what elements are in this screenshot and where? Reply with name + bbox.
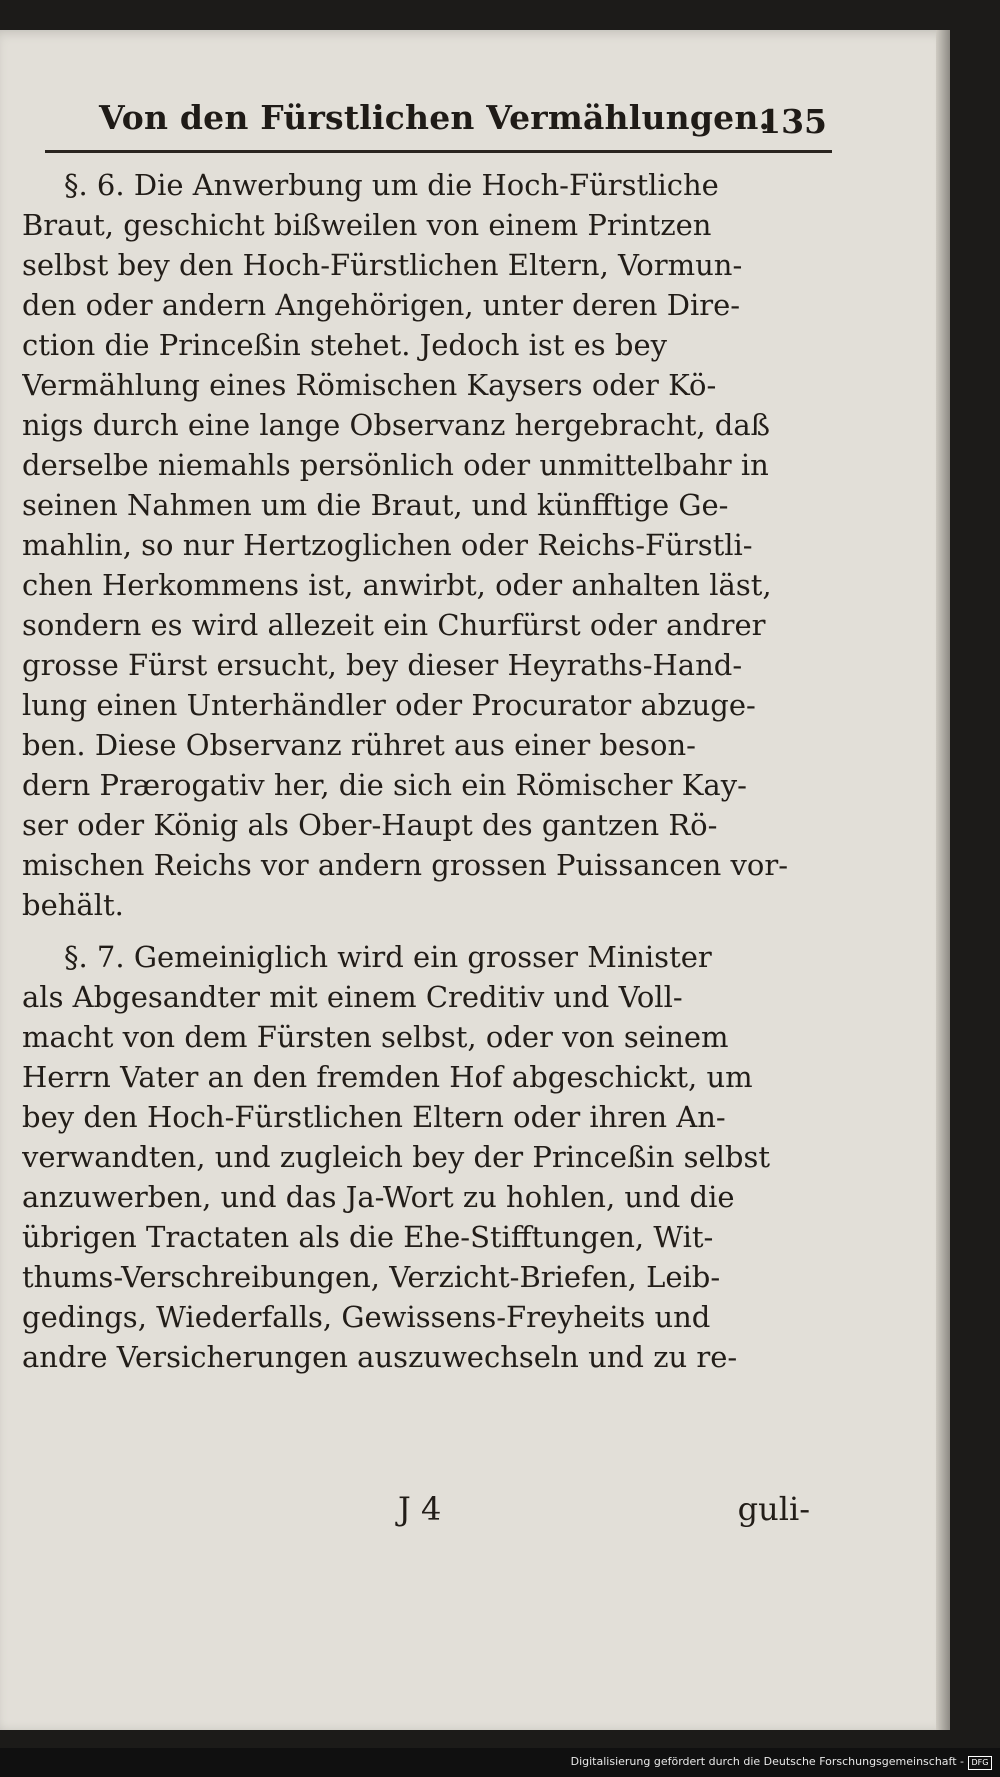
text-line: seinen Nahmen um die Braut, und künfftige Ge- bbox=[22, 488, 729, 522]
credit-text: Digitalisierung gefördert durch die Deutsche Forschungsgemeinschaft - bbox=[570, 1755, 964, 1768]
running-title: Von den Fürstlichen Vermählungen. bbox=[99, 98, 771, 137]
catchword: guli- bbox=[737, 1490, 810, 1528]
signature-mark: J 4 bbox=[398, 1490, 442, 1528]
text-line: behält. bbox=[22, 888, 124, 922]
text-line: übrigen Tractaten als die Ehe-Stifftungen, Wit- bbox=[22, 1220, 714, 1254]
dfg-badge: DFG bbox=[968, 1756, 992, 1770]
text-line: mischen Reichs vor andern grossen Puissancen vor- bbox=[22, 848, 789, 882]
page-edge bbox=[936, 30, 950, 1730]
text-line: grosse Fürst ersucht, bey dieser Heyraths-Hand- bbox=[22, 648, 743, 682]
text-line: thums-Verschreibungen, Verzicht-Briefen, Leib- bbox=[22, 1260, 721, 1294]
text-line: gedings, Wiederfalls, Gewissens-Freyheits und bbox=[22, 1300, 711, 1334]
text-line: §. 6. Die Anwerbung um die Hoch-Fürstliche bbox=[64, 168, 719, 202]
text-line: dern Prærogativ her, die sich ein Römischer Kay- bbox=[22, 768, 747, 802]
text-line: bey den Hoch-Fürstlichen Eltern oder ihren An- bbox=[22, 1100, 726, 1134]
text-line: ction die Princeßin stehet. Jedoch ist es bey bbox=[22, 328, 667, 362]
text-line: nigs durch eine lange Observanz hergebracht, daß bbox=[22, 408, 771, 442]
text-line: Herrn Vater an den fremden Hof abgeschickt, um bbox=[22, 1060, 753, 1094]
page-footer bbox=[390, 1490, 810, 1540]
text-line: ben. Diese Observanz rühret aus einer beson- bbox=[22, 728, 696, 762]
text-line: Braut, geschicht bißweilen von einem Printzen bbox=[22, 208, 712, 242]
body-text bbox=[22, 165, 822, 1377]
text-line: derselbe niemahls persönlich oder unmittelbahr in bbox=[22, 448, 769, 482]
text-line: sondern es wird allezeit ein Churfürst oder andrer bbox=[22, 608, 766, 642]
text-line: mahlin, so nur Hertzoglichen oder Reichs-Fürstli- bbox=[22, 528, 753, 562]
text-line: den oder andern Angehörigen, unter deren Dire- bbox=[22, 288, 741, 322]
page-number: 135 bbox=[758, 102, 827, 141]
page-header bbox=[95, 92, 835, 148]
header-rule bbox=[45, 150, 832, 153]
text-line: anzuwerben, und das Ja-Wort zu hohlen, und die bbox=[22, 1180, 735, 1214]
text-line: selbst bey den Hoch-Fürstlichen Eltern, Vormun- bbox=[22, 248, 743, 282]
text-line: verwandten, und zugleich bey der Princeßin selbst bbox=[22, 1140, 771, 1174]
text-line: chen Herkommens ist, anwirbt, oder anhalten läst, bbox=[22, 568, 772, 602]
text-line: §. 7. Gemeiniglich wird ein grosser Minister bbox=[64, 940, 712, 974]
text-line: Vermählung eines Römischen Kaysers oder Kö- bbox=[22, 368, 717, 402]
text-line: andre Versicherungen auszuwechseln und zu re- bbox=[22, 1340, 738, 1374]
text-line: macht von dem Fürsten selbst, oder von seinem bbox=[22, 1020, 729, 1054]
credit-bar bbox=[0, 1748, 1000, 1777]
text-line: als Abgesandter mit einem Creditiv und Voll- bbox=[22, 980, 683, 1014]
text-line: lung einen Unterhändler oder Procurator abzuge- bbox=[22, 688, 756, 722]
text-line: ser oder König als Ober-Haupt des gantzen Rö- bbox=[22, 808, 718, 842]
